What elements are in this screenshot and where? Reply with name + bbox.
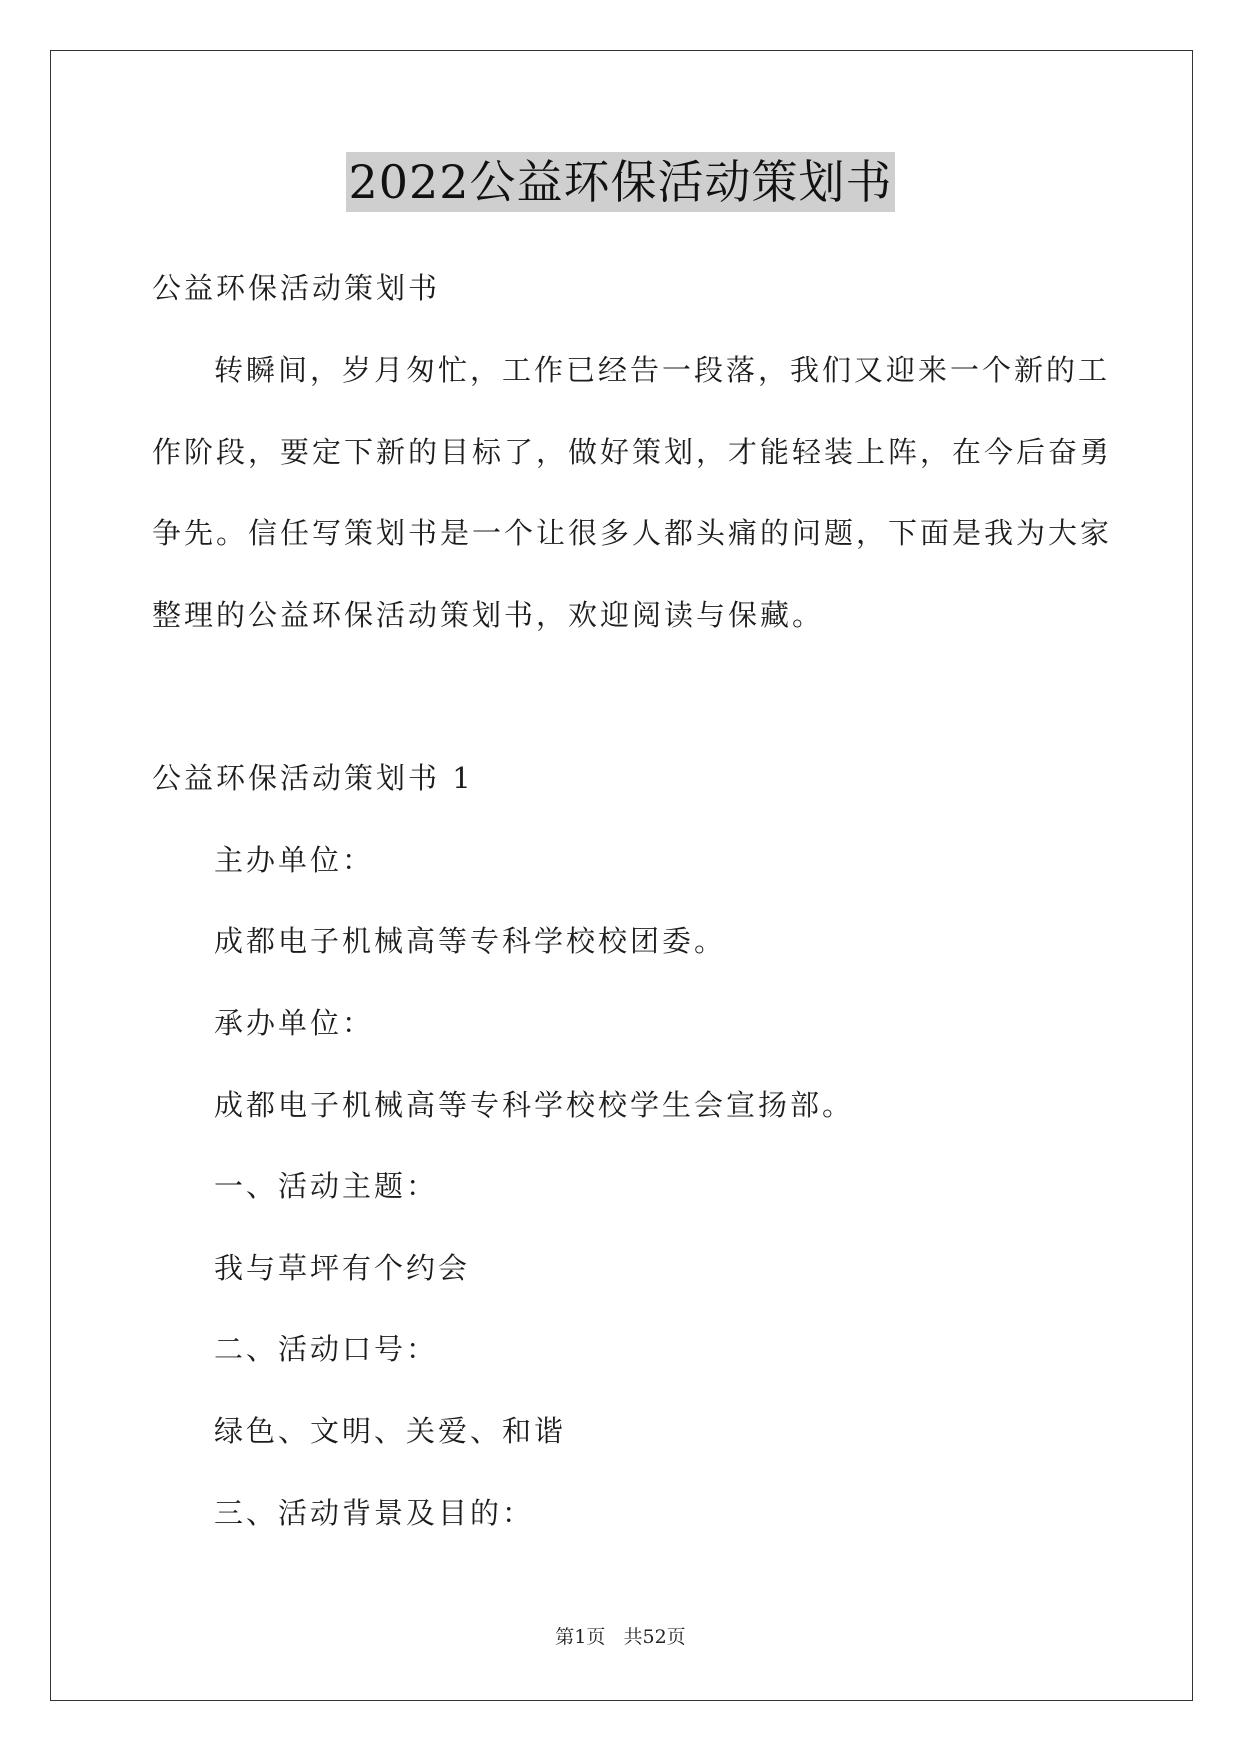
subtitle: 公益环保活动策划书 <box>152 271 441 305</box>
organizer-value: 成都电子机械高等专科学校校团委。 <box>214 924 727 958</box>
slogan-heading: 二、活动口号： <box>214 1332 439 1366</box>
slogan-value: 绿色、文明、关爱、和谐 <box>214 1414 567 1448</box>
intro-line-1: 转瞬间，岁月匆忙，工作已经告一段落，我们又迎来一个新的工 <box>214 353 1111 387</box>
co-organizer-value: 成都电子机械高等专科学校校学生会宣扬部。 <box>214 1088 855 1122</box>
intro-line-4: 整理的公益环保活动策划书，欢迎阅读与保藏。 <box>152 598 825 632</box>
section-heading: 公益环保活动策划书 1 <box>152 761 474 795</box>
organizer-label: 主办单位： <box>214 843 375 877</box>
co-organizer-label: 承办单位： <box>214 1006 375 1040</box>
page-number: 第1页 共52页 <box>555 1626 686 1648</box>
background-heading: 三、活动背景及目的： <box>214 1496 535 1530</box>
title-container <box>0 152 1241 212</box>
intro-line-2: 作阶段，要定下新的目标了，做好策划，才能轻装上阵，在今后奋勇 <box>152 435 1113 469</box>
document-title: 2022公益环保活动策划书 <box>346 152 894 212</box>
theme-value: 我与草坪有个约会 <box>214 1251 471 1285</box>
theme-heading: 一、活动主题： <box>214 1169 439 1203</box>
intro-line-3: 争先。信任写策划书是一个让很多人都头痛的问题，下面是我为大家 <box>152 516 1113 550</box>
